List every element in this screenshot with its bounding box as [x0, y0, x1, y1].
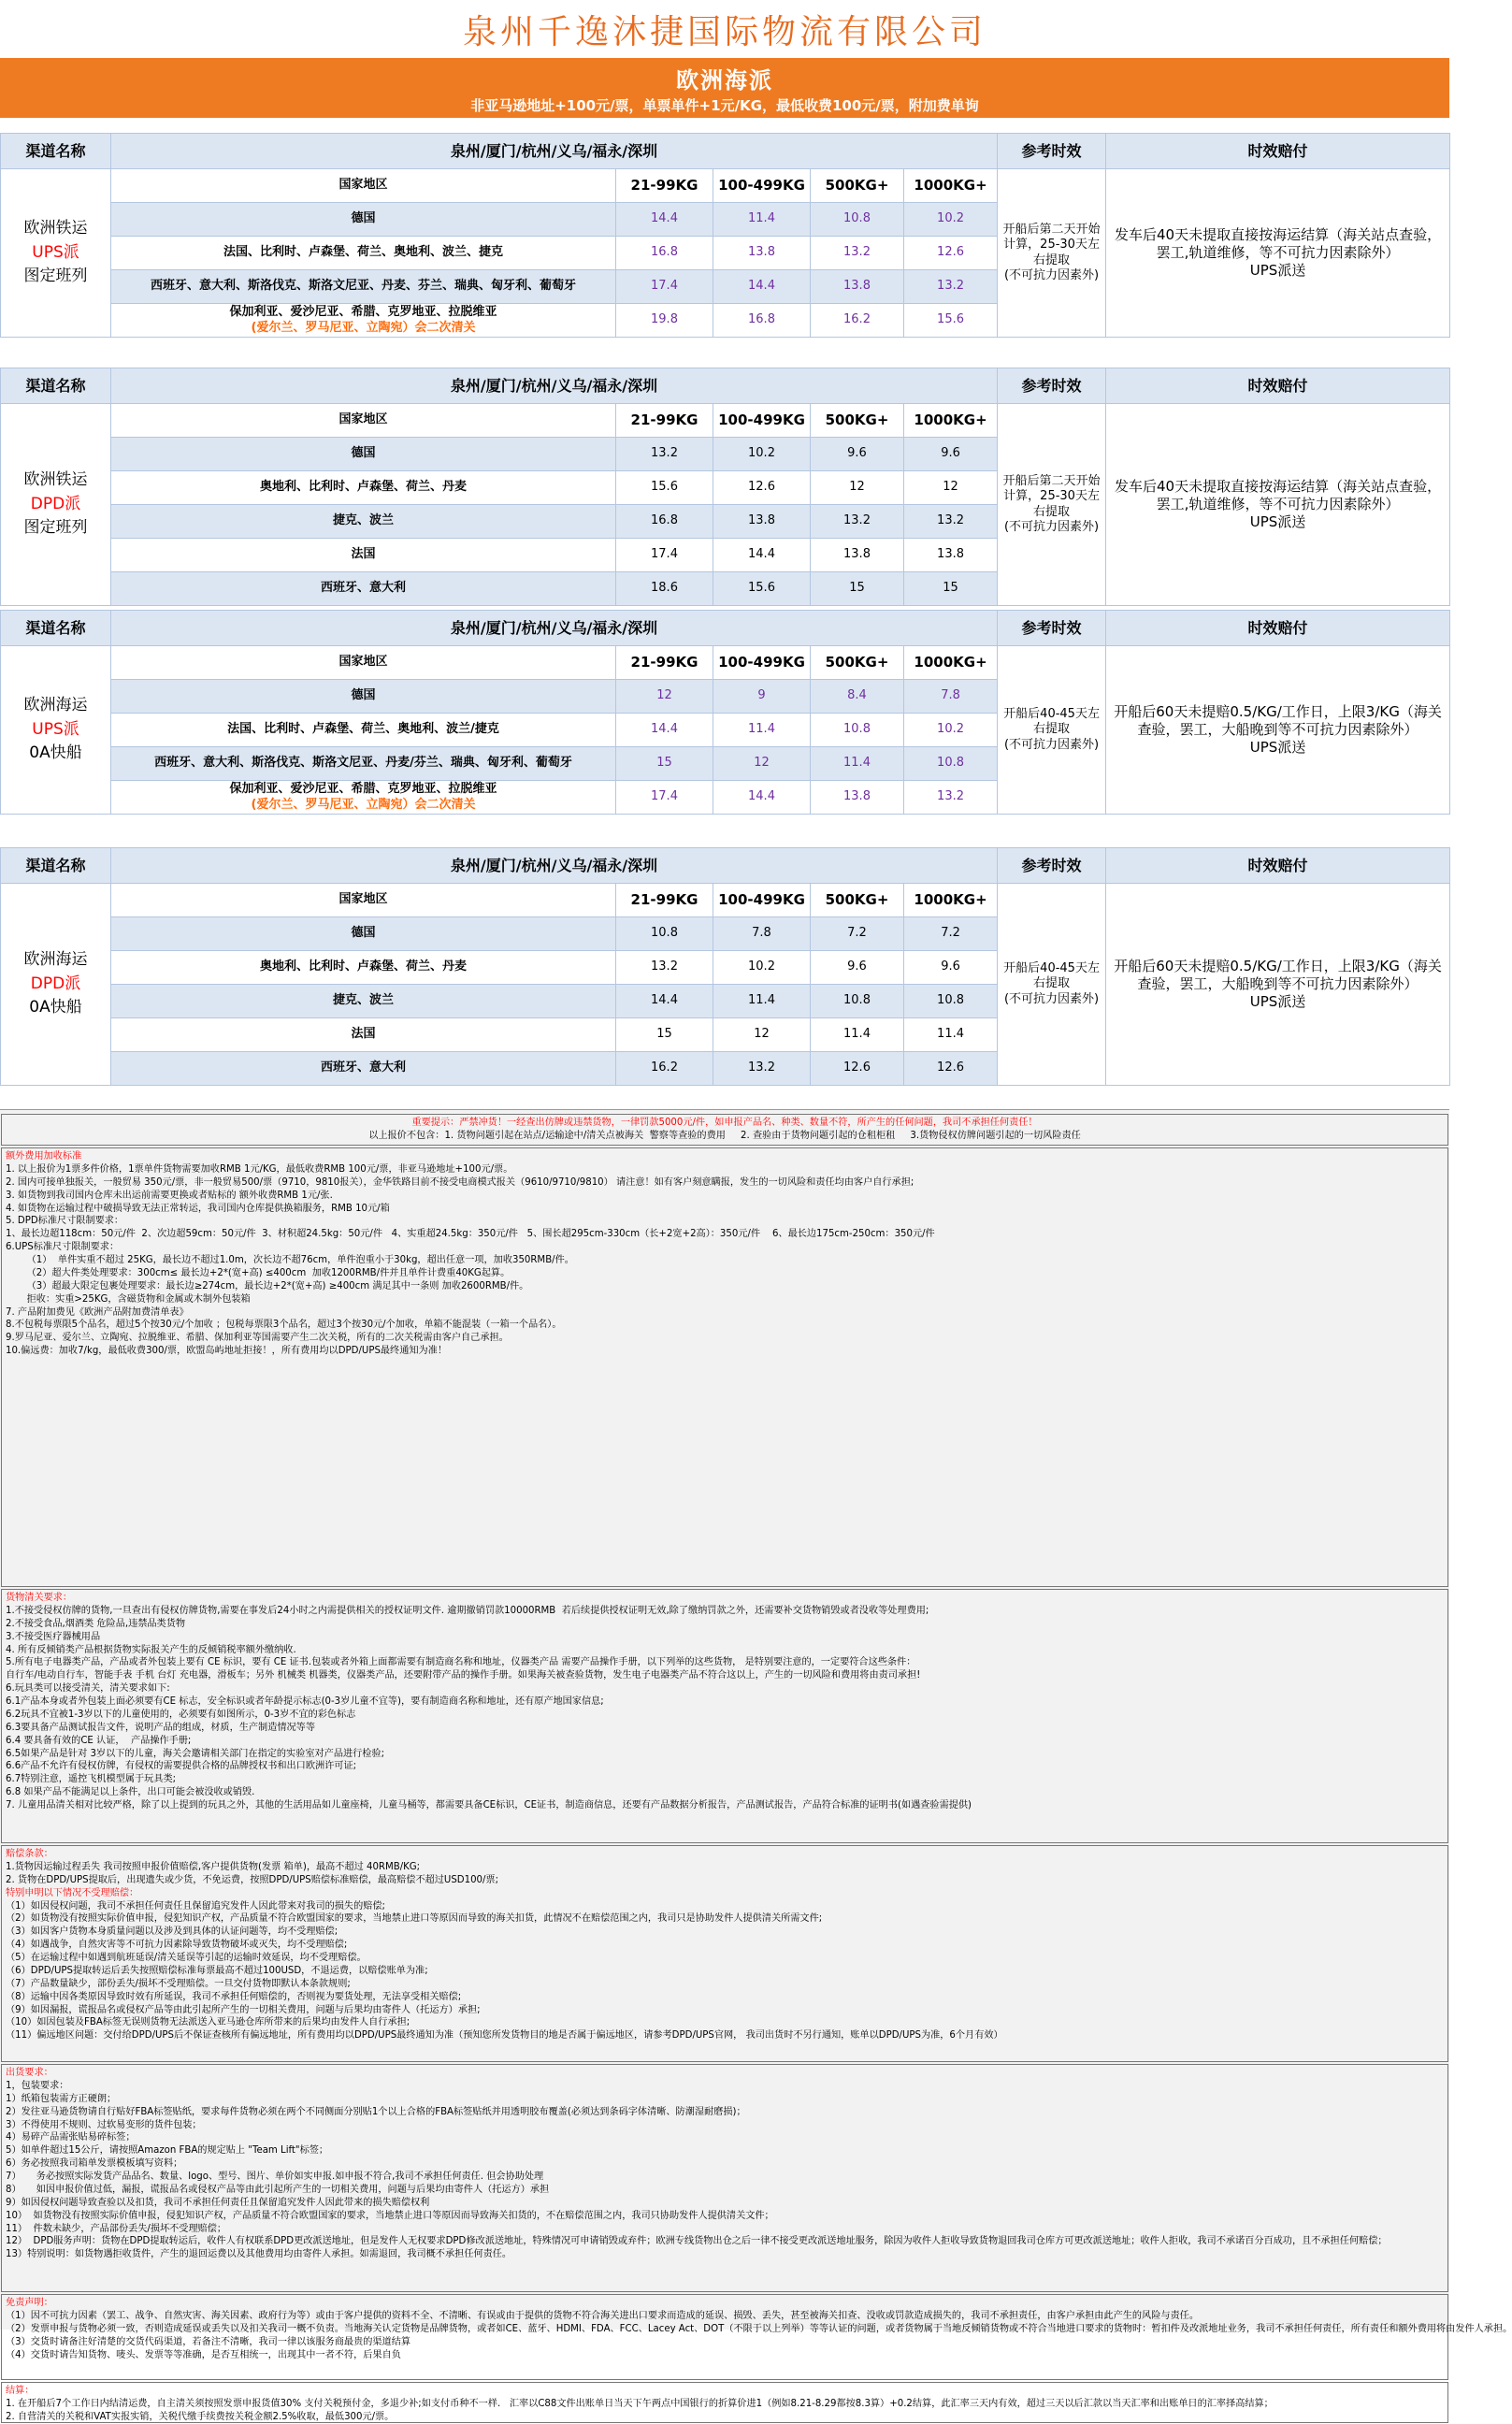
- customs-requirements: [1, 1589, 1448, 1843]
- note-line: （9）如因漏报，谎报品名或侵权产品等由此引起所产生的一切相关费用，问题与后果均由寄件人（托运方）承担;: [6, 2004, 481, 2015]
- notes-section: [0, 1109, 1512, 2422]
- weight-band-w3: 500KG+: [811, 884, 904, 917]
- country-names: 保加利亚、爱沙尼亚、希腊、克罗地亚、拉脱维亚: [229, 782, 497, 797]
- rate-value: 9.6: [904, 951, 998, 985]
- rate-value: 13.2: [616, 438, 713, 471]
- note-line: （3）交货时请备注好清楚的交货代码渠道，若备注不清晰，我司一律以该服务商最贵的渠道结算: [6, 2336, 411, 2347]
- note-line: 1、最长边超118cm：50元/件 2、次边超59cm：50元/件 3、材积超24.5kg：50元/件 4、实重超24.5kg：350元/件 5、围长超295cm-330cm（长+2宽+2高）：350元/件 6、最长边175cm-250cm：350元/件: [6, 1229, 935, 1240]
- rate-value: 7.8: [713, 917, 811, 951]
- country-cell: [111, 1052, 616, 1086]
- header-channel: 渠道名称: [1, 368, 111, 404]
- weight-header-row: [1, 884, 1450, 917]
- header-ref-time: 参考时效: [998, 611, 1106, 646]
- country-names: 法国、比利时、卢森堡、荷兰、奥地利、波兰、捷克: [223, 245, 503, 260]
- header-row: [1, 368, 1450, 404]
- country-names: 奥地利、比利时、卢森堡、荷兰、丹麦: [259, 480, 467, 495]
- disclaimer: [1, 2294, 1512, 2380]
- rate-value: 11.4: [713, 203, 811, 237]
- note-line: （1）如因侵权问题，我司不承担任何责任且保留追究发件人因此带来对我司的损失的赔偿;: [6, 1900, 385, 1912]
- rate-value: 12: [811, 471, 904, 505]
- note-line: 4）易碎产品需张贴易碎标签；: [6, 2132, 136, 2143]
- country-names: 西班牙、意大利: [320, 1060, 406, 1075]
- exclusions-text: 以上报价不包含：1. 货物问题引起在站点/运输途中/清关点被海关 警察等查验的费用 2. 查验由于货物问题引起的仓租柜租 3.货物侵权仿牌问题引起的一切风险责任: [368, 1130, 1081, 1141]
- note-line: 1）纸箱包装需方正硬朗；: [6, 2093, 117, 2104]
- rate-value: 11.4: [713, 985, 811, 1018]
- country-cell: [111, 203, 616, 237]
- note-line: 8） 如因申报价值过低，漏报，谎报品名或侵权产品等由此引起所产生的一切相关费用，问题与后果均由寄件人（托运方）承担: [6, 2184, 550, 2195]
- note-line: （8）运输中因各类原因导致时效有所延误，我司不承担任何赔偿的，否则视为要货处理，无法享受相关赔偿;: [6, 1991, 462, 2002]
- country-names: 法国、比利时、卢森堡、荷兰、奥地利、波兰/捷克: [227, 722, 499, 737]
- reference-time: 开船后第二天开始计算，25-30天左右提取 (不可抗力因素外): [998, 169, 1106, 338]
- company-title: 泉州千逸沐捷国际物流有限公司: [462, 12, 986, 51]
- weight-band-w2: 100-499KG: [713, 884, 811, 917]
- shipping-requirements: [1, 2064, 1448, 2292]
- header-channel: 渠道名称: [1, 848, 111, 884]
- rate-value: 14.4: [616, 203, 713, 237]
- rate-value: 13.2: [616, 951, 713, 985]
- banner-subtitle: 非亚马逊地址+100元/票，单票单件+1元/KG，最低收费100元/票，附加费单询: [470, 97, 979, 114]
- header-channel: 渠道名称: [1, 611, 111, 646]
- weight-band-w4: 1000KG+: [904, 169, 998, 203]
- country-cell: [111, 747, 616, 781]
- channel-line-2: UPS派: [32, 242, 79, 262]
- note-line: 4. 所有反倾销类产品根据货物实际报关产生的反倾销税率额外缴纳收.: [6, 1644, 296, 1655]
- note-line: 11） 件数未缺少，产品部份丢失/损坏不受理赔偿；: [6, 2223, 227, 2234]
- note-line: 10） 如货物没有按照实际价值申报，侵犯知识产权，产品质量不符合欧盟国家的要求，当地禁止进口等原因而导致海关扣货的，不在赔偿范围之内，我司只协助发件人提供清关文件；: [6, 2210, 774, 2221]
- rate-table: [0, 610, 1450, 815]
- weight-header-row: [1, 646, 1450, 680]
- weight-header-row: [1, 404, 1450, 438]
- banner-title: 欧洲海派: [676, 67, 773, 94]
- note-line: （2）如货物没有按照实际价值申报，侵犯知识产权，产品质量不符合欧盟国家的要求，当地禁止进口等原因而导致的海关扣货，此情况不在赔偿范围之内，我司只是协助发件人提供清关所需文件;: [6, 1913, 823, 1925]
- rate-value: 14.4: [713, 539, 811, 572]
- header-compensation: 时效赔付: [1106, 368, 1450, 404]
- country-cell: [111, 539, 616, 572]
- weight-band-w4: 1000KG+: [904, 884, 998, 917]
- country-cell: [111, 237, 616, 270]
- country-header: 国家地区: [111, 884, 616, 917]
- note-line: 1. 在开船后7个工作日内结清运费，自主清关须按照发票申报货值30% 支付关税预付金，多退少补;如支付币种不一样. 汇率以C88文件出账单日当天下午两点中国银行的折算价进1（例如8.21-8.29都按8.3算）+0.2结算，此汇率三天内有效，超过三天以后汇款以当天汇率和出账单日的汇率择高结算；: [6, 2398, 1274, 2409]
- note-line: 13）特别说明：如货物遇拒收货件，产生的退回运费以及其他费用均由寄件人承担。如需退回，我司概不承担任何责任。: [6, 2249, 512, 2260]
- country-note: (爱尔兰、罗马尼亚、立陶宛）会二次清关: [251, 797, 476, 812]
- country-names: 法国: [351, 1027, 376, 1042]
- rate-value: 19.8: [616, 304, 713, 338]
- note-line: 自行车/电动自行车，智能手表 手机 台灯 充电器，滑板车；另外 机械类 机器类，仪器类产品，还要附带产品的操作手册。如果海关被查验货物，发生电子电器类产品不符合这以上，产生的一切风险和费用将由责司承担!: [6, 1670, 921, 1681]
- weight-band-w4: 1000KG+: [904, 404, 998, 438]
- note-line: 3）不得使用不规则、过软易变形的货件包装；: [6, 2119, 202, 2130]
- channel-line-3: 0A快船: [29, 743, 82, 763]
- rate-table: [0, 133, 1450, 338]
- country-cell: [111, 270, 616, 304]
- country-cell: [111, 781, 616, 815]
- header-origin: 泉州/厦门/杭州/义乌/福永/深圳: [111, 848, 998, 884]
- rate-value: 13.2: [811, 505, 904, 539]
- reference-time: 开船后40-45天左右提取 (不可抗力因素外): [998, 884, 1106, 1086]
- header-row: [1, 134, 1450, 169]
- rate-value: 15.6: [713, 572, 811, 606]
- fees-title: 额外费用加收标准: [6, 1151, 82, 1162]
- rate-value: 10.8: [904, 747, 998, 781]
- note-line: 6.2玩具不宜被1-3岁以下的儿童使用的，必须要有如图所示，0-3岁不宜的彩色标志: [6, 1709, 356, 1720]
- compensation-terms: [1, 1845, 1448, 2062]
- country-names: 保加利亚、爱沙尼亚、希腊、克罗地亚、拉脱维亚: [229, 305, 497, 320]
- rate-value: 16.2: [811, 304, 904, 338]
- country-cell: [111, 572, 616, 606]
- reference-time: 开船后第二天开始计算，25-30天左右提取 (不可抗力因素外): [998, 404, 1106, 606]
- channel-line-1: 欧洲铁运: [23, 470, 88, 490]
- rate-table: [0, 847, 1450, 1086]
- channel-name: [1, 646, 111, 815]
- note-line: 5）如单件超过15公斤，请按照Amazon FBA的规定贴上 "Team Lift"标签；: [6, 2145, 329, 2157]
- rate-value: 11.4: [811, 1018, 904, 1052]
- rate-value: 10.2: [713, 438, 811, 471]
- header-origin: 泉州/厦门/杭州/义乌/福永/深圳: [111, 368, 998, 404]
- note-line: 4. 如货物在运输过程中破损导致无法正常转运，我司国内仓库提供换箱服务，RMB 10元/箱: [6, 1203, 390, 1214]
- note-line: 7. 儿童用品清关相对比较严格，除了以上提到的玩具之外，其他的生活用品如儿童座椅，儿童马桶等，都需要具备CE标识，CE证书，制造商信息，还要有产品数据分析报告，产品测试报告，产品符合标准的证明书(如遇查验需提供): [6, 1800, 972, 1811]
- rate-section: [0, 847, 1449, 1086]
- channel-line-1: 欧洲铁运: [23, 219, 88, 238]
- rate-value: 14.4: [713, 270, 811, 304]
- important-text: 重要提示：严禁冲货！一经查出仿牌或违禁货物，一律罚款5000元/件，如申报产品名、种类、数量不符，所产生的任何问题，我司不承担任何责任！: [411, 1118, 1038, 1128]
- note-line: （11）偏远地区问题：交付给DPD/UPS后不保证查核所有偏远地址，所有费用均以DPD/UPS最终通知为准（预知您所发货物目的地是否属于偏远地区，请参考DPD/UPS官网， 我司出货时不另行通知，账单以DPD/UPS为准，6个月有效）: [6, 2030, 1003, 2042]
- note-line: 8.不包税每票限5个品名，超过5个按30元/个加收 ；包税每票限3个品名，超过3个按30元/个加收，单箱不能混装（一箱一个品名）。: [6, 1320, 562, 1331]
- note-line: 2）发往亚马逊货物请自行贴好FBA标签贴纸，要求每件货物必须在两个不同侧面分别贴1个以上合格的FBA标签贴纸并用透明胶布覆盖(必须达到条码字体清晰、防潮湿耐磨损)；: [6, 2106, 746, 2117]
- note-line: （4）交货时请告知货物、唛头、发票等等准确，是否互相统一，出现其中一者不符，后果自负: [6, 2349, 401, 2360]
- rate-value: 7.2: [811, 917, 904, 951]
- rate-value: 13.2: [904, 781, 998, 815]
- country-cell: [111, 680, 616, 714]
- rate-value: 15: [616, 1018, 713, 1052]
- note-line: 9）如因侵权问题导致查验以及扣货，我司不承担任何责任且保留追究发件人因此带来的损失赔偿权利: [6, 2197, 430, 2208]
- rate-value: 10.2: [713, 951, 811, 985]
- rate-value: 9.6: [811, 951, 904, 985]
- country-names: 德国: [351, 446, 376, 461]
- note-line: 拒收：实重>25KG，含磁货物和金属或木制外包装箱: [6, 1293, 251, 1305]
- channel-line-3: 0A快船: [29, 998, 82, 1017]
- rate-value: 10.8: [904, 985, 998, 1018]
- rate-value: 13.8: [811, 539, 904, 572]
- rate-value: 8.4: [811, 680, 904, 714]
- important-notice: [1, 1114, 1448, 1146]
- country-cell: [111, 1018, 616, 1052]
- country-cell: [111, 985, 616, 1018]
- weight-band-w3: 500KG+: [811, 646, 904, 680]
- note-line: （4）如遇战争，自然灾害等不可抗力因素除导致货物破坏或灭失，均不受理赔偿;: [6, 1940, 348, 1951]
- note-line: 7. 产品附加费见《欧洲产品附加费清单表》: [6, 1306, 189, 1318]
- country-cell: [111, 917, 616, 951]
- rate-value: 13.8: [811, 270, 904, 304]
- note-line: 1，包装要求：: [6, 2080, 69, 2091]
- country-names: 捷克、波兰: [332, 993, 394, 1008]
- rate-value: 13.8: [713, 237, 811, 270]
- note-line: 6）务必按照我司箱单发票模板填写资料；: [6, 2158, 183, 2170]
- disclaim-title: 免责声明：: [6, 2298, 53, 2308]
- rate-value: 9: [713, 680, 811, 714]
- country-names: 西班牙、意大利、斯洛伐克、斯洛文尼亚、丹麦/芬兰、瑞典、匈牙利、葡萄牙: [154, 756, 572, 771]
- country-names: 法国: [351, 547, 376, 562]
- note-line: 6.8 如果产品不能满足以上条件，出口可能会被没收或销毁.: [6, 1787, 255, 1798]
- rate-value: 13.2: [904, 270, 998, 304]
- rate-value: 13.2: [811, 237, 904, 270]
- rate-value: 15.6: [904, 304, 998, 338]
- note-line: 6.UPS标准尺寸限制要求：: [6, 1242, 120, 1253]
- rate-value: 15: [904, 572, 998, 606]
- country-cell: [111, 714, 616, 747]
- rate-value: 16.8: [616, 505, 713, 539]
- rate-value: 12.6: [713, 471, 811, 505]
- note-line: （3）超最大限定包裹处理要求：最长边≥274cm，最长边+2*(宽+高) ≥400cm 满足其中一条则 加收2600RMB/件。: [6, 1280, 529, 1291]
- country-names: 奥地利、比利时、卢森堡、荷兰、丹麦: [259, 960, 467, 974]
- note-line: 1.不接受侵权仿牌的货物,一旦查出有侵权仿牌货物,需要在事发后24小时之内需提供相关的授权证明文件. 逾期撤销罚款10000RMB 若后续提供授权证明无效,除了缴纳罚款之外，还需要补交货物销毁或者没收等处理费用;: [6, 1605, 929, 1616]
- rate-section: [0, 610, 1449, 815]
- rate-value: 10.8: [811, 203, 904, 237]
- country-names: 德国: [351, 926, 376, 941]
- country-note: (爱尔兰、罗马尼亚、立陶宛）会二次清关: [251, 320, 476, 335]
- rate-value: 13.2: [904, 505, 998, 539]
- rate-value: 15: [811, 572, 904, 606]
- rate-value: 15.6: [616, 471, 713, 505]
- header-channel: 渠道名称: [1, 134, 111, 169]
- note-line: 5. DPD标准尺寸限制要求：: [6, 1216, 124, 1227]
- weight-band-w2: 100-499KG: [713, 646, 811, 680]
- note-line: （3）如因客户货物本身质量问题以及涉及到具体的认证问题等，均不受理赔偿;: [6, 1926, 338, 1938]
- header-ref-time: 参考时效: [998, 848, 1106, 884]
- rate-value: 7.2: [904, 917, 998, 951]
- channel-line-3: 图定班列: [23, 518, 88, 538]
- note-line: 6.3要具备产品测试报告文件，说明产品的组成，材质，生产制造情况等等: [6, 1722, 315, 1733]
- rate-value: 14.4: [713, 781, 811, 815]
- rate-value: 16.2: [616, 1052, 713, 1086]
- note-line: 6.4 要具备有效的CE 认证， 产品操作手册;: [6, 1735, 192, 1746]
- channel-name: [1, 404, 111, 606]
- weight-band-w2: 100-499KG: [713, 404, 811, 438]
- note-line: 2. 国内可接单独报关，一般贸易 350元/票，非一般贸易500/票（9710，9810报关），金华铁路目前不接受电商模式报关（9610/9710/9810） 请注意！如有客户刻意瞒报，发生的一切风险和责任均由客户自行承担;: [6, 1176, 914, 1188]
- note-line: 1. 以上报价为1票多件价格，1票单件货物需要加收RMB 1元/KG，最低收费RMB 100元/票，非亚马逊地址+100元/票。: [6, 1163, 513, 1175]
- note-line: 2.不接受食品,烟酒类 危险品,违禁品类货物: [6, 1618, 186, 1629]
- channel-line-2: DPD派: [30, 494, 81, 513]
- channel-line-1: 欧洲海运: [23, 950, 88, 970]
- rate-value: 13.2: [713, 1052, 811, 1086]
- rate-value: 10.2: [904, 714, 998, 747]
- exempt-title: 特别申明以下情况不受理赔偿：: [6, 1887, 139, 1898]
- rate-value: 12.6: [811, 1052, 904, 1086]
- rate-value: 18.6: [616, 572, 713, 606]
- rate-value: 14.4: [616, 714, 713, 747]
- header-row: [1, 611, 1450, 646]
- channel-line-3: 图定班列: [23, 267, 88, 286]
- weight-band-w1: 21-99KG: [616, 646, 713, 680]
- weight-header-row: [1, 169, 1450, 203]
- rate-value: 13.8: [904, 539, 998, 572]
- note-line: （7）产品数量缺少，部份丢失/损坏不受理赔偿。一旦交付货物即默认本条款规则;: [6, 1978, 351, 1989]
- weight-band-w1: 21-99KG: [616, 404, 713, 438]
- rate-value: 12.6: [904, 1052, 998, 1086]
- compensation-text: 发车后40天未提取直接按海运结算（海关站点查验，罢工,轨道维修，等不可抗力因素除外） UPS派送: [1106, 169, 1450, 338]
- weight-band-w3: 500KG+: [811, 169, 904, 203]
- rate-value: 7.8: [904, 680, 998, 714]
- country-cell: [111, 505, 616, 539]
- country-names: 西班牙、意大利: [320, 581, 406, 596]
- rate-value: 10.8: [616, 917, 713, 951]
- rate-value: 10.2: [904, 203, 998, 237]
- country-names: 捷克、波兰: [332, 513, 394, 528]
- weight-band-w2: 100-499KG: [713, 169, 811, 203]
- note-line: 1.货物因运输过程丢失 我司按照申报价值赔偿,客户提供货物(发票 箱单)，最高不超过 40RMB/KG;: [6, 1861, 421, 1872]
- note-line: 6.1产品本身或者外包装上面必须要有CE 标志，安全标识或者年龄提示标志(0-3岁儿童不宜等)，要有制造商名称和地址，还有原产地国家信息;: [6, 1696, 604, 1707]
- rate-value: 17.4: [616, 270, 713, 304]
- country-names: 西班牙、意大利、斯洛伐克、斯洛文尼亚、丹麦、芬兰、瑞典、匈牙利、葡萄牙: [150, 279, 576, 294]
- note-line: （6）DPD/UPS提取转运后丢失按照赔偿标准每票最高不超过100USD，不退运费，以赔偿账单为准;: [6, 1965, 428, 1976]
- country-cell: [111, 471, 616, 505]
- rate-value: 12: [616, 680, 713, 714]
- country-names: 德国: [351, 211, 376, 226]
- rate-value: 11.4: [904, 1018, 998, 1052]
- country-names: 德国: [351, 688, 376, 703]
- header-ref-time: 参考时效: [998, 134, 1106, 169]
- country-header: 国家地区: [111, 404, 616, 438]
- country-cell: [111, 951, 616, 985]
- rate-value: 12: [713, 1018, 811, 1052]
- rate-value: 12.6: [904, 237, 998, 270]
- channel-name: [1, 169, 111, 338]
- channel-name: [1, 884, 111, 1086]
- country-cell: [111, 304, 616, 338]
- channel-line-1: 欧洲海运: [23, 696, 88, 715]
- rate-value: 14.4: [616, 985, 713, 1018]
- rate-value: 11.4: [713, 714, 811, 747]
- header-ref-time: 参考时效: [998, 368, 1106, 404]
- rate-value: 17.4: [616, 539, 713, 572]
- country-header: 国家地区: [111, 169, 616, 203]
- note-line: 3. 如货物到我司国内仓库未出运前需要更换或者贴标的 额外收费RMB 1元/张.: [6, 1190, 333, 1201]
- settle-title: 结算：: [6, 2386, 35, 2396]
- reference-time: 开船后40-45天左右提取 (不可抗力因素外): [998, 646, 1106, 815]
- weight-band-w3: 500KG+: [811, 404, 904, 438]
- note-line: 2. 自营清关的关税和VAT实报实销，关税代缴手续费按关税金额2.5%收取，最低300元/票。: [6, 2411, 395, 2422]
- rate-value: 12: [713, 747, 811, 781]
- compensation-text: 开船后60天未提赔0.5/KG/工作日，上限3/KG（海关查验，罢工，大船晚到等不可抗力因素除外） UPS派送: [1106, 646, 1450, 815]
- note-line: 6.6产品不允许有侵权仿牌，有侵权的需要提供合格的品牌授权书和出口欧洲许可证;: [6, 1761, 357, 1772]
- weight-band-w4: 1000KG+: [904, 646, 998, 680]
- note-line: （2）发票申报与货物必须一致，否则造成延误或丢失以及扣关我司一概不负责。当地海关认定货物是品牌货物，或者如CE、蓝牙、HDMI、FDA、FCC、Lacey Act、DOT（不限于以上列举）等等认证的问题，或者货物属于当地反倾销货物或不符合当地进口要求的货物时：暂扣件及改派地址业务，我司不承担任何责任，所有责任和额外费用将由发件人承担。: [6, 2323, 1512, 2334]
- note-line: 5.所有电子电器类产品，产品或者外包装上要有 CE 标识，要有 CE 证书.包装或者外箱上面都需要有制造商名称和地址，仪器类产品 需要产品操作手册，以下列举的这些货物， 是特别要注意的，一定要符合这些条件：: [6, 1657, 916, 1668]
- rate-value: 15: [616, 747, 713, 781]
- rate-table: [0, 368, 1450, 606]
- rate-value: 9.6: [811, 438, 904, 471]
- note-line: 12） DPD服务声明：货物在DPD提取转运后，收件人有权联系DPD更改派送地址，但是发件人无权要求DPD修改派送地址，特殊情况可申请销毁或弃件；欧洲专线货物出仓之后一律不接受更改派送地址服务，除因为收件人拒收导致货物退回我司仓库方可更改派送地址；收件人拒收，我司不承诺百分百成功，且不承担任何赔偿；: [6, 2236, 1388, 2247]
- note-line: 10.偏远费：加收7/kg，最低收费300/票，欧盟岛屿地址拒接！，所有费用均以DPD/UPS最终通知为准！: [6, 1346, 447, 1357]
- header-origin: 泉州/厦门/杭州/义乌/福永/深圳: [111, 134, 998, 169]
- rate-value: 9.6: [904, 438, 998, 471]
- header-compensation: 时效赔付: [1106, 848, 1450, 884]
- note-line: 7） 务必按照实际发货产品品名、数量、logo、型号、图片、单价如实申报.如申报不符合,我司不承担任何责任. 但会协助处理: [6, 2172, 544, 2182]
- weight-band-w1: 21-99KG: [616, 884, 713, 917]
- rate-section: [0, 368, 1449, 606]
- compensation-text: 开船后60天未提赔0.5/KG/工作日，上限3/KG（海关查验，罢工，大船晚到等不可抗力因素除外） UPS派送: [1106, 884, 1450, 1086]
- note-line: 9.罗马尼亚、爱尔兰、立陶宛、拉脱维亚、希腊、保加利亚等国需要产生二次关税，所有的二次关税需由客户自己承担。: [6, 1333, 509, 1344]
- customs-title: 货物清关要求：: [6, 1593, 73, 1603]
- note-line: 6.7特别注意，遥控飞机模型属于玩具类;: [6, 1774, 177, 1785]
- rate-value: 13.8: [713, 505, 811, 539]
- country-cell: [111, 438, 616, 471]
- ship-title: 出货要求：: [6, 2068, 53, 2078]
- banner: [0, 58, 1449, 118]
- compensation-text: 发车后40天未提取直接按海运结算（海关站点查验，罢工,轨道维修，等不可抗力因素除外） UPS派送: [1106, 404, 1450, 606]
- country-header: 国家地区: [111, 646, 616, 680]
- note-line: （2）超大件类处理要求：300cm≤ 最长边+2*(宽+高) ≤400cm 加收1200RMB/件并且单件计费重40KG起算。: [6, 1267, 511, 1278]
- note-line: （1）因不可抗力因素（罢工、战争、自然灾害、海关因素、政府行为等）或由于客户提供的资料不全、不清晰、有误或由于提供的货物不符合海关进出口要求而造成的延误、损毁、丢失，甚至被海关扣查、没收或罚款造成损失的，我司不承担责任，由客户承担由此产生的风险与责任。: [6, 2310, 1199, 2321]
- rate-section: [0, 133, 1449, 338]
- note-line: 3.不接受医疗器械用品: [6, 1631, 101, 1642]
- header-origin: 泉州/厦门/杭州/义乌/福永/深圳: [111, 611, 998, 646]
- rate-value: 10.8: [811, 714, 904, 747]
- weight-band-w1: 21-99KG: [616, 169, 713, 203]
- note-line: （10）如因包装及FBA标签无误则货物无法派送入亚马逊仓库所带来的后果均由发件人自行承担;: [6, 2017, 410, 2028]
- rate-value: 16.8: [616, 237, 713, 270]
- rate-value: 13.8: [811, 781, 904, 815]
- header-compensation: 时效赔付: [1106, 134, 1450, 169]
- rate-value: 12: [904, 471, 998, 505]
- rate-value: 16.8: [713, 304, 811, 338]
- extra-fees: [1, 1147, 1448, 1587]
- note-line: 6.5如果产品是针对 3岁以下的儿童，海关会邀请相关部门在指定的实验室对产品进行检验;: [6, 1748, 385, 1759]
- header-row: [1, 848, 1450, 884]
- channel-line-2: UPS派: [32, 719, 79, 739]
- comp-title: 赔偿条款：: [6, 1849, 53, 1859]
- note-line: 6.玩具类可以接受清关，清关要求如下:: [6, 1683, 170, 1695]
- note-line: 2. 货物在DPD/UPS提取后，出现遗失或少货，不免运费，按照DPD/UPS赔偿标准赔偿，最高赔偿不超过USD100/票;: [6, 1874, 499, 1885]
- channel-line-2: DPD派: [30, 974, 81, 993]
- rate-value: 10.8: [811, 985, 904, 1018]
- note-line: （5）在运输过程中如遇到航班延误/清关延误等引起的运输时效延误，均不受理赔偿。: [6, 1953, 367, 1963]
- rate-value: 11.4: [811, 747, 904, 781]
- rate-value: 17.4: [616, 781, 713, 815]
- settlement: [1, 2382, 1448, 2423]
- note-line: （1） 单件实重不超过 25KG，最长边不超过1.0m，次长边不超76cm，单件泡重小于30kg，超出任意一项，加收350RMB/件。: [6, 1255, 574, 1265]
- header-compensation: 时效赔付: [1106, 611, 1450, 646]
